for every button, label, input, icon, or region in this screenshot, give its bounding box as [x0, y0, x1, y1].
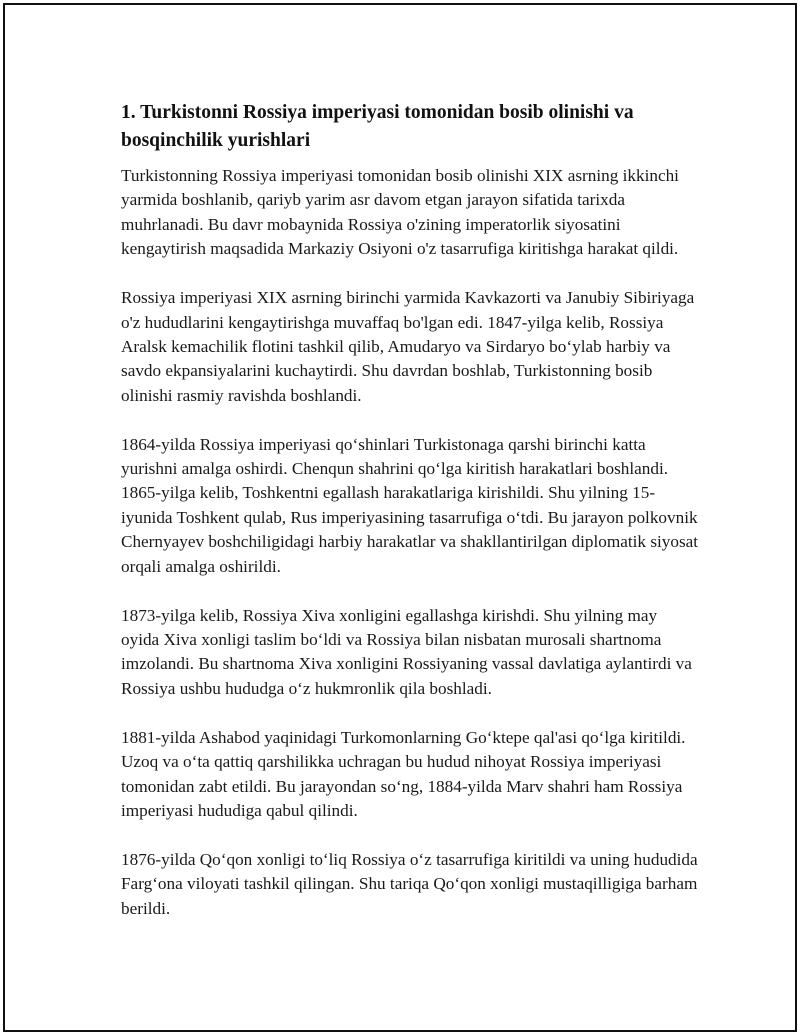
document-body — [121, 99, 699, 946]
page-frame — [3, 3, 797, 1032]
paragraph: 1873-yilga kelib, Rossiya Xiva xonligini egallashga kirishdi. Shu yilning may oyida Xiva xonligi taslim boʻldi va Rossiya bilan nisbatan murosali shartnoma imzolandi. Bu shartnoma Xiva xonligini Rossiyaning vassal davlatiga aylantirdi va Rossiya ushbu hududga oʻz hukmronlik qila boshladi. — [121, 605, 692, 698]
paragraph: 1881-yilda Ashabod yaqinidagi Turkomonlarning Goʻktepe qal'asi qoʻlga kiritildi. Uzoq va oʻta qattiq qarshilikka uchragan bu hudud nihoyat Rossiya imperiyasi tomonidan zabt etildi. Bu jarayondan soʻng, 1884-yilda Marv shahri ham Rossiya imperiyasi hududiga qabul qilindi. — [121, 727, 686, 820]
paragraph: Rossiya imperiyasi XIX asrning birinchi yarmida Kavkazorti va Janubiy Sibiriyaga o'z hududlarini kengaytirishga muvaffaq bo'lgan edi. 1847-yilga kelib, Rossiya Aralsk kemachilik flotini tashkil qilib, Amudaryo va Sirdaryo boʻylab harbiy va savdo ekpansiyalarini kuchaytirdi. Shu davrdan boshlab, Turkistonning bosib olinishi rasmiy ravishda boshlandi. — [121, 288, 695, 405]
paragraph: 1864-yilda Rossiya imperiyasi qoʻshinlari Turkistonaga qarshi birinchi katta yurishni amalga oshirdi. Chenqun shahrini qoʻlga kiritish harakatlari boshlandi. 1865-yilga kelib, Toshkentni egallash harakatlariga kirishildi. Shu yilning 15-iyunida Toshkent qulab, Rus imperiyasining tasarrufiga oʻtdi. Bu jarayon polkovnik Chernyayev boshchiligidagi harbiy harakatlar va shakllantirilgan diplomatik siyosat orqali amalga oshirildi. — [121, 434, 699, 576]
paragraph: 1876-yilda Qoʻqon xonligi toʻliq Rossiya oʻz tasarrufiga kiritildi va uning hududida Fargʻona viloyati tashkil qilingan. Shu tariqa Qoʻqon xonligi mustaqilligiga barham berildi. — [121, 849, 698, 918]
section-heading: 1. Turkistonni Rossiya imperiyasi tomonidan bosib olinishi va bosqinchilik yurishlari — [121, 102, 634, 151]
paragraph: Turkistonning Rossiya imperiyasi tomonidan bosib olinishi XIX asrning ikkinchi yarmida boshlanib, qariyb yarim asr davom etgan jarayon sifatida tarixda muhrlanadi. Bu davr mobaynida Rossiya o'zining imperatorlik siyosatini kengaytirish maqsadida Markaziy Osiyoni o'z tasarrufiga kiritishga harakat qildi. — [121, 166, 679, 259]
